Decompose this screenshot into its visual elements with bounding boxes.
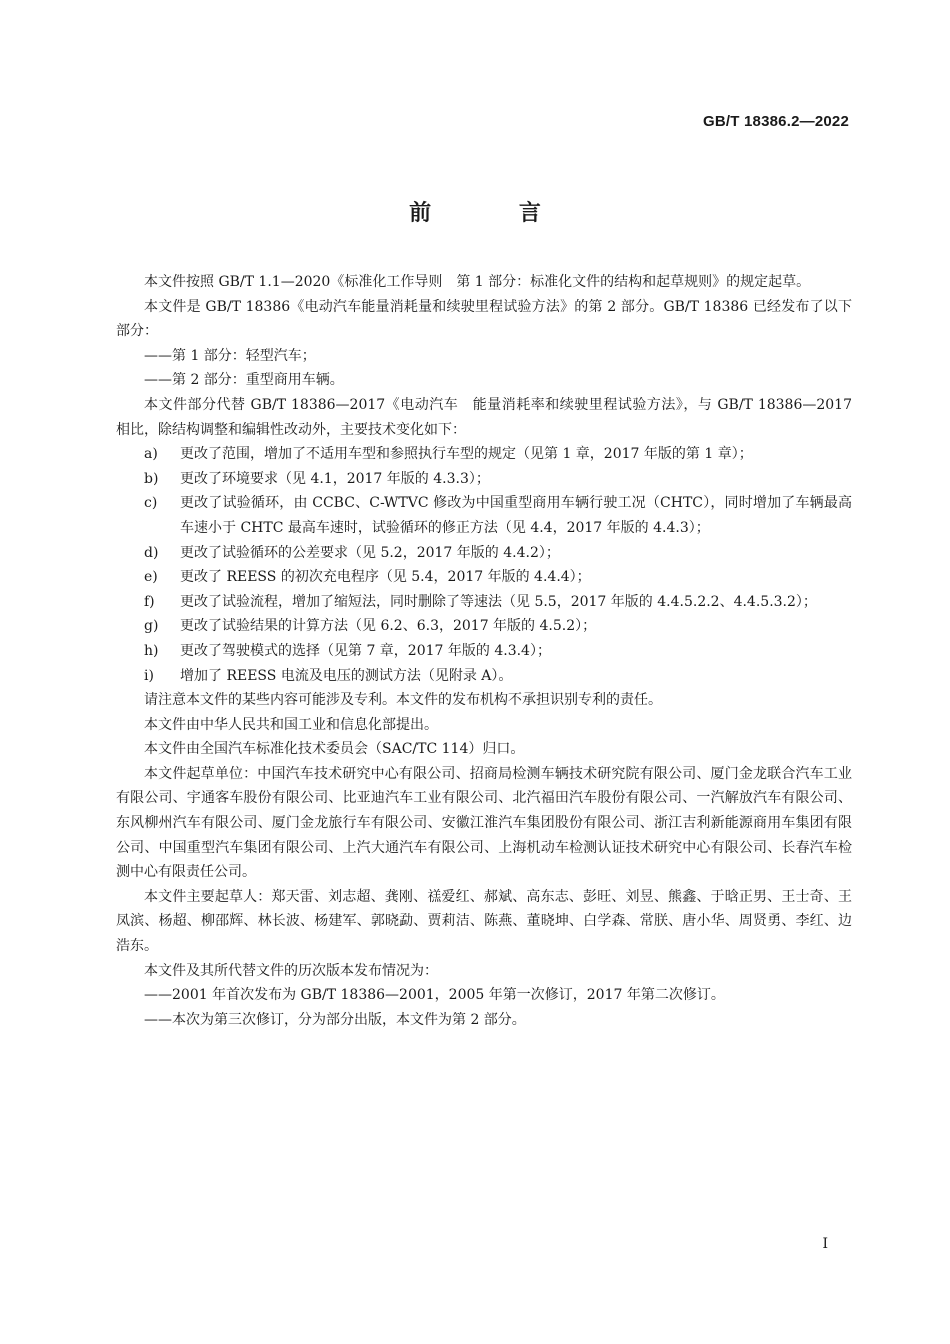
- change-text: 增加了 REESS 电流及电压的测试方法（见附录 A）。: [180, 667, 513, 684]
- foreword-body: [116, 270, 852, 1032]
- paragraph: 本文件是 GB/T 18386《电动汽车能量消耗量和续驶里程试验方法》的第 2 部分。GB/T 18386 已经发布了以下部分：: [116, 298, 852, 340]
- change-item: [116, 614, 852, 639]
- change-mark: b): [144, 470, 159, 487]
- change-item: [116, 541, 852, 566]
- change-mark: a): [144, 446, 158, 463]
- paragraph: 本文件按照 GB/T 1.1—2020《标准化工作导则 第 1 部分：标准化文件的结构和起草规则》的规定起草。: [144, 274, 811, 290]
- history-item: ——2001 年首次发布为 GB/T 18386—2001，2005 年第一次修订，2017 年第二次修订。: [144, 987, 725, 1004]
- change-mark: h): [144, 642, 159, 659]
- change-mark: f): [144, 593, 155, 610]
- change-text: 更改了试验循环的公差要求（见 5.2，2017 年版的 4.4.2）；: [180, 544, 560, 561]
- paragraph: 本文件主要起草人：郑天雷、刘志超、龚刚、禚爱红、郝斌、高东志、彭旺、刘昱、熊鑫、于晗正男、王士奇、王凤滨、杨超、柳邵辉、林长波、杨建军、郭晓勐、贾莉洁、陈燕、董晓坤、白学森、常朕、唐小华、周贤勇、李红、边浩东。: [116, 888, 852, 955]
- change-item: [116, 664, 852, 689]
- change-item: [116, 491, 852, 540]
- change-text: 更改了试验结果的计算方法（见 6.2、6.3，2017 年版的 4.5.2）；: [180, 618, 597, 635]
- change-text: 更改了驾驶模式的选择（见第 7 章，2017 年版的 4.3.4）；: [180, 642, 551, 659]
- change-mark: g): [144, 618, 159, 635]
- paragraph: 本文件由全国汽车标准化技术委员会（SAC/TC 114）归口。: [144, 741, 525, 758]
- paragraph: 请注意本文件的某些内容可能涉及专利。本文件的发布机构不承担识别专利的责任。: [144, 692, 662, 709]
- history-item: ——本次为第三次修订，分为部分出版，本文件为第 2 部分。: [144, 1011, 526, 1028]
- change-mark: e): [144, 569, 158, 586]
- change-item: [116, 442, 852, 467]
- change-item: [116, 467, 852, 492]
- change-mark: d): [144, 544, 159, 561]
- page-number: I: [822, 1236, 828, 1252]
- paragraph: 本文件由中华人民共和国工业和信息化部提出。: [144, 716, 438, 733]
- part-item: ——第 2 部分：重型商用车辆。: [144, 372, 344, 389]
- change-text: 更改了试验流程，增加了缩短法，同时删除了等速法（见 5.5，2017 年版的 4.4.5.2.2、4.4.5.3.2）；: [180, 593, 817, 610]
- paragraph: 本文件及其所代替文件的历次版本发布情况为：: [144, 962, 438, 979]
- change-item: [116, 590, 852, 615]
- part-item: ——第 1 部分：轻型汽车；: [144, 347, 316, 364]
- page-title: 前 言: [409, 200, 581, 226]
- change-item: [116, 565, 852, 590]
- paragraph: 本文件部分代替 GB/T 18386—2017《电动汽车 能量消耗率和续驶里程试验方法》，与 GB/T 18386—2017 相比，除结构调整和编辑性改动外，主要技术变化如下：: [116, 396, 852, 438]
- change-mark: i): [144, 667, 154, 684]
- change-mark: c): [144, 495, 158, 512]
- change-text: 更改了范围，增加了不适用车型和参照执行车型的规定（见第 1 章，2017 年版的第 1 章）；: [180, 446, 753, 463]
- change-text: 更改了试验循环，由 CCBC、C-WTVC 修改为中国重型商用车辆行驶工况（CHTC），同时增加了车辆最高车速小于 CHTC 最高车速时，试验循环的修正方法（见 4.4，2017 年版的 4.4.3）；: [180, 495, 852, 536]
- change-item: [116, 639, 852, 664]
- change-text: 更改了 REESS 的初次充电程序（见 5.4，2017 年版的 4.4.4）；: [180, 569, 591, 586]
- paragraph: 本文件起草单位：中国汽车技术研究中心有限公司、招商局检测车辆技术研究院有限公司、厦门金龙联合汽车工业有限公司、宇通客车股份有限公司、比亚迪汽车工业有限公司、北汽福田汽车股份有限公司、一汽解放汽车有限公司、东风柳州汽车有限公司、厦门金龙旅行车有限公司、安徽江淮汽车集团股份有限公司、浙江吉利新能源商用车集团有限公司、中国重型汽车集团有限公司、上汽大通汽车有限公司、上海机动车检测认证技术研究中心有限公司、长春汽车检测中心有限责任公司。: [116, 765, 852, 881]
- change-text: 更改了环境要求（见 4.1，2017 年版的 4.3.3）；: [180, 470, 490, 487]
- standard-number: GB/T 18386.2—2022: [703, 113, 849, 130]
